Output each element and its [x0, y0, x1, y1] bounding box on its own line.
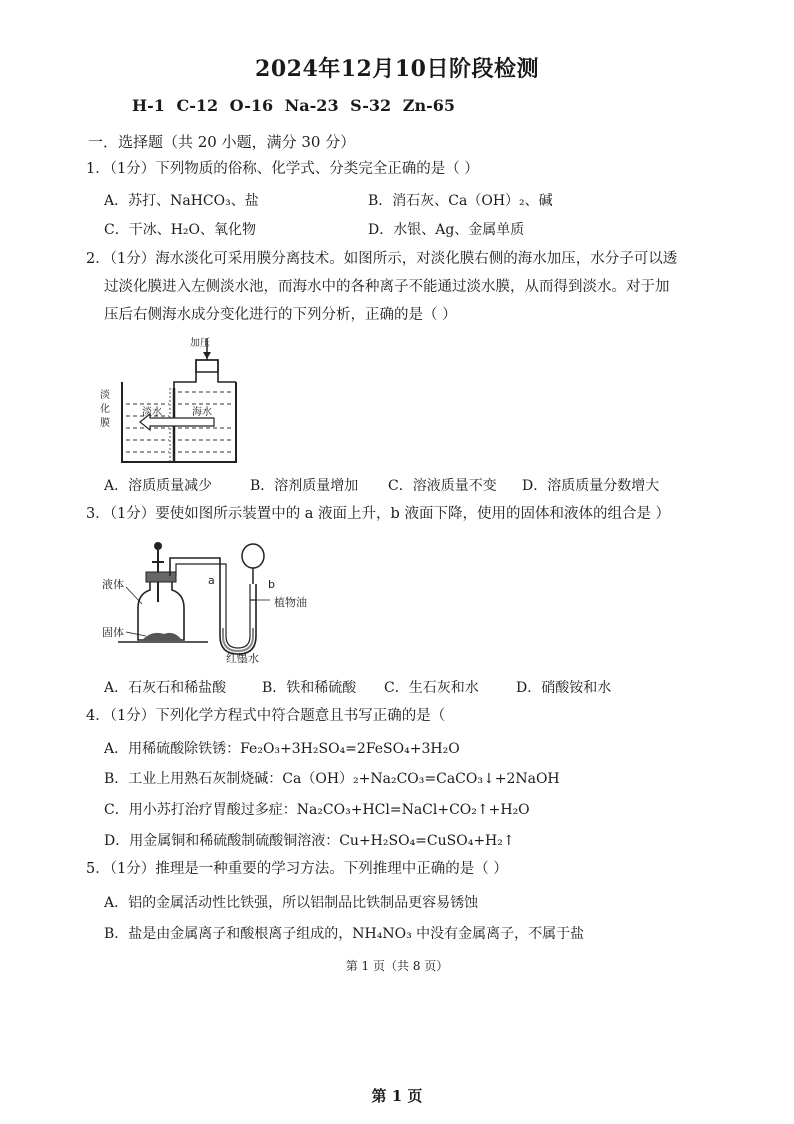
- membrane-label-3: 膜: [100, 418, 110, 429]
- solid-label: 固体: [102, 626, 124, 639]
- tube-a-label: a: [208, 574, 215, 587]
- tube-b-label: b: [268, 578, 275, 591]
- section-heading: 一．选择题（共 20 小题，满分 30 分）: [88, 133, 356, 151]
- question-3-stem: 3．（1分）要使如图所示装置中的 a 液面上升，b 液面下降，使用的固体和液体的组合是 ）: [86, 506, 671, 522]
- page-number-large: 第 1 页: [371, 1087, 423, 1105]
- q2-option-b: B．溶剂质量增加: [250, 478, 359, 494]
- q3-option-c: C．生石灰和水: [384, 680, 479, 696]
- q5-option-a: A．铝的金属活动性比铁强，所以铝制品比铁制品更容易锈蚀: [104, 895, 479, 911]
- oil-label: 植物油: [274, 596, 307, 609]
- page-number-small: 第 1 页（共 8 页）: [345, 959, 449, 973]
- q1-option-c: C．干冰、H₂O、氧化物: [104, 222, 257, 238]
- q1-option-a: A．苏打、NaHCO₃、盐: [104, 193, 259, 209]
- q2-option-a: A．溶质质量减少: [104, 478, 213, 494]
- q3-option-d: D．硝酸铵和水: [516, 680, 612, 696]
- question-2-stem-line1: 2．（1分）海水淡化可采用膜分离技术。如图所示，对淡化膜右侧的海水加压，水分子可以透: [86, 251, 678, 267]
- question-5-stem: 5．（1分）推理是一种重要的学习方法。下列推理中正确的是（ ）: [86, 861, 508, 877]
- q2-option-c: C．溶液质量不变: [388, 478, 497, 494]
- membrane-desalination-figure: [96, 330, 246, 470]
- q3-option-a: A．石灰石和稀盐酸: [104, 680, 227, 696]
- q5-option-b: B．盐是由金属离子和酸根离子组成的，NH₄NO₃ 中没有金属离子，不属于盐: [104, 926, 585, 942]
- liquid-label: 液体: [102, 578, 124, 591]
- q4-option-c: C．用小苏打治疗胃酸过多症：Na₂CO₃+HCl=NaCl+CO₂↑+H₂O: [104, 802, 530, 818]
- q4-option-b: B．工业上用熟石灰制烧碱：Ca（OH）₂+Na₂CO₃=CaCO₃↓+2NaOH: [104, 771, 560, 787]
- sea-water-label: 海水: [192, 407, 212, 418]
- fresh-water-label: 淡水: [142, 407, 162, 418]
- q1-option-d: D．水银、Ag、金属单质: [368, 222, 525, 238]
- pressure-label: 加压: [190, 338, 210, 349]
- page-title: 2024年12月10日阶段检测: [255, 56, 539, 82]
- question-2-stem-line2: 过淡化膜进入左侧淡水池，而海水中的各种离子不能通过淡水膜，从而得到淡水。对于加: [104, 279, 670, 295]
- apparatus-figure: [98, 532, 338, 664]
- question-4-stem: 4．（1分）下列化学方程式中符合题意且书写正确的是（: [86, 708, 446, 724]
- q2-option-d: D．溶质质量分数增大: [522, 478, 660, 494]
- question-2-stem-line3: 压后右侧海水成分变化进行的下列分析，正确的是（ ）: [104, 307, 457, 323]
- atomic-masses: H-1 C-12 O-16 Na-23 S-32 Zn-65: [132, 96, 455, 115]
- q4-option-a: A．用稀硫酸除铁锈：Fe₂O₃+3H₂SO₄=2FeSO₄+3H₂O: [104, 741, 460, 757]
- q4-option-d: D．用金属铜和稀硫酸制硫酸铜溶液：Cu+H₂SO₄=CuSO₄+H₂↑: [104, 833, 515, 849]
- q3-option-b: B．铁和稀硫酸: [262, 680, 357, 696]
- question-1-stem: 1．（1分）下列物质的俗称、化学式、分类完全正确的是（ ）: [86, 161, 479, 177]
- q1-option-b: B．消石灰、Ca（OH）₂、碱: [368, 193, 553, 209]
- membrane-label-2: 化: [100, 404, 110, 415]
- red-ink-label: 红墨水: [226, 652, 259, 664]
- membrane-label-1: 淡: [100, 390, 110, 401]
